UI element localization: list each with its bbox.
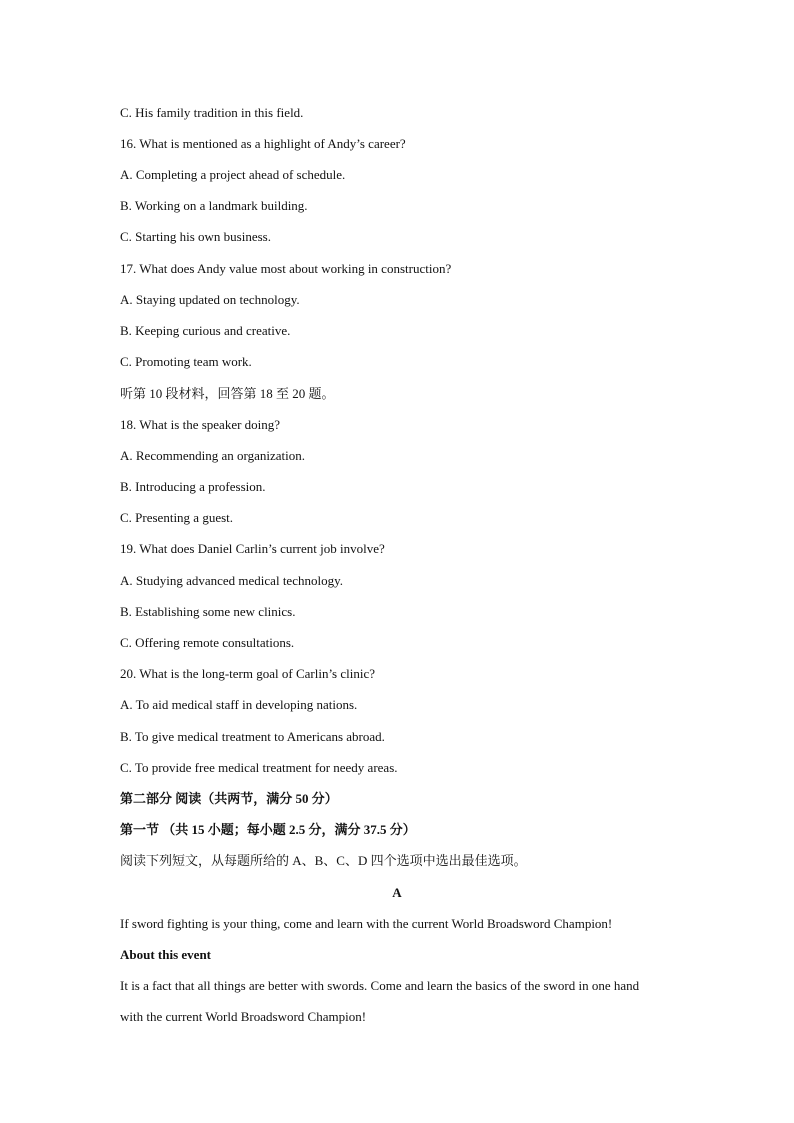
option-20c: C. To provide free medical treatment for needy areas. [120, 760, 398, 775]
reading-instruction: 阅读下列短文，从每题所给的 A、B、C、D 四个选项中选出最佳选项。 [120, 853, 527, 868]
option-15c: C. His family tradition in this field. [120, 105, 304, 120]
option-16a: A. Completing a project ahead of schedule. [120, 167, 346, 182]
about-text-line-1: It is a fact that all things are better with swords. Come and learn the basics of the sword in one hand [120, 978, 640, 993]
question-18: 18. What is the speaker doing? [120, 417, 281, 432]
part-two-heading: 第二部分 阅读（共两节，满分 50 分） [120, 791, 338, 806]
option-16b: B. Working on a landmark building. [120, 198, 308, 213]
question-19: 19. What does Daniel Carlin’s current job involve? [120, 541, 385, 556]
passage-label: A [392, 885, 402, 900]
option-17c: C. Promoting team work. [120, 354, 252, 369]
option-16c: C. Starting his own business. [120, 229, 271, 244]
question-17: 17. What does Andy value most about working in construction? [120, 261, 452, 276]
option-19a: A. Studying advanced medical technology. [120, 573, 343, 588]
option-18c: C. Presenting a guest. [120, 510, 234, 525]
option-17b: B. Keeping curious and creative. [120, 323, 291, 338]
passage-intro: If sword fighting is your thing, come and learn with the current World Broadsword Champion! [120, 916, 613, 931]
question-20: 20. What is the long-term goal of Carlin’s clinic? [120, 666, 376, 681]
option-19c: C. Offering remote consultations. [120, 635, 295, 650]
question-16: 16. What is mentioned as a highlight of Andy’s career? [120, 136, 406, 151]
option-17a: A. Staying updated on technology. [120, 292, 300, 307]
section-one-heading: 第一节 （共 15 小题；每小题 2.5 分，满分 37.5 分） [120, 822, 416, 837]
option-18b: B. Introducing a profession. [120, 479, 266, 494]
option-19b: B. Establishing some new clinics. [120, 604, 296, 619]
about-heading: About this event [120, 947, 212, 962]
option-20a: A. To aid medical staff in developing nations. [120, 697, 358, 712]
about-text-line-2: with the current World Broadsword Champion! [120, 1009, 367, 1024]
listening-instruction: 听第 10 段材料，回答第 18 至 20 题。 [120, 386, 335, 401]
option-20b: B. To give medical treatment to Americans abroad. [120, 729, 385, 744]
option-18a: A. Recommending an organization. [120, 448, 305, 463]
